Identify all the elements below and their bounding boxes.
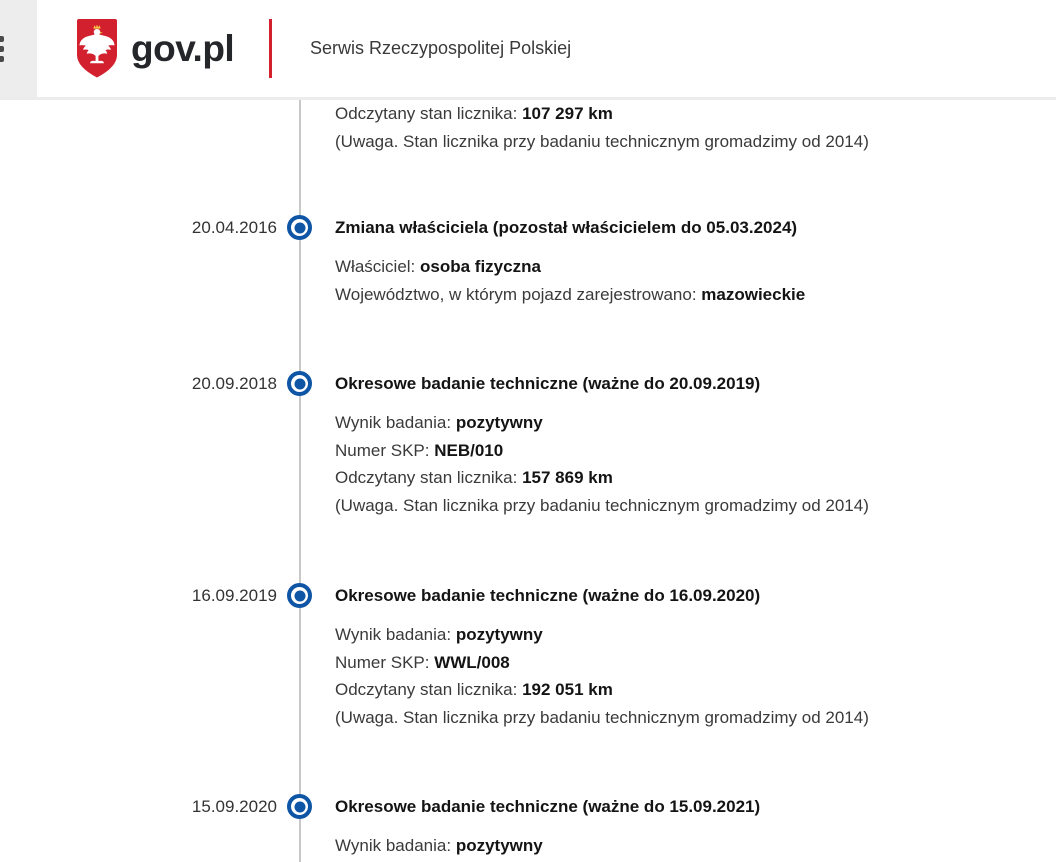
timeline-event [0,793,1056,860]
detail-label: Numer SKP: [335,440,435,460]
event-date: 15.09.2020 [191,797,277,816]
timeline-event [0,214,1056,308]
event-details [335,832,1056,860]
header-red-divider [269,19,272,78]
timeline-dot-icon [287,215,312,240]
detail-label: Odczytany stan licznika: [335,104,523,123]
detail-label: Odczytany stan licznika: [335,680,523,699]
event-title: Okresowe badanie techniczne (ważne do 16.09.2020) [335,586,761,605]
timeline-event [0,370,1056,519]
detail-label: Wynik badania: [335,836,456,855]
detail-value: WWL/008 [434,652,510,672]
detail-label: Województwo, w którym pojazd zarejestrowano: [335,284,702,304]
menu-dashes-icon[interactable] [0,36,10,66]
site-subtitle: Serwis Rzeczypospolitej Polskiej [310,38,572,58]
detail-value: pozytywny [455,836,543,855]
event-detail [335,409,1056,437]
event-date: 16.09.2019 [191,586,277,605]
detail-label: Odczytany stan licznika: [335,468,523,487]
detail-value: 157 869 km [522,468,613,487]
event-detail [335,649,1056,677]
timeline-dot-icon [287,371,312,396]
event-title: Okresowe badanie techniczne (ważne do 15.09.2021) [335,797,761,816]
govpl-home-link[interactable] [77,0,234,97]
event-date: 20.04.2016 [191,218,277,237]
timeline-dot-icon [287,583,312,608]
event-detail [335,437,1056,465]
event-detail [335,676,1056,704]
event-title: Okresowe badanie techniczne (ważne do 20.09.2019) [335,374,761,393]
event-date: 20.09.2018 [191,374,277,393]
detail-value: mazowieckie [701,284,806,304]
brand-wordmark: gov.pl [131,28,235,69]
detail-value: 107 297 km [522,104,613,123]
event-details [335,409,1056,519]
event-detail [335,832,1056,860]
event-detail [335,281,1056,309]
event-detail [335,253,1056,281]
timeline-dot-icon [287,794,312,819]
event-detail [335,621,1056,649]
detail-label: Wynik badania: [335,625,456,644]
timeline-event-partial [335,100,1056,155]
detail-value: 192 051 km [522,680,613,699]
detail-value: NEB/010 [434,440,504,460]
detail-value: pozytywny [455,625,543,644]
detail-value: osoba fizyczna [420,257,541,276]
event-detail [335,100,1056,128]
detail-label: Numer SKP: [335,652,435,672]
event-detail [335,464,1056,492]
event-note: (Uwaga. Stan licznika przy badaniu technicznym gromadzimy od 2014) [335,495,869,515]
event-details [335,253,1056,308]
detail-label: Wynik badania: [335,413,456,432]
timeline-event [0,582,1056,731]
site-header [0,0,1056,100]
event-title: Zmiana właściciela (pozostał właścicielem do 05.03.2024) [335,218,798,237]
detail-label: Właściciel: [335,257,421,276]
event-note: (Uwaga. Stan licznika przy badaniu technicznym gromadzimy od 2014) [335,707,869,727]
poland-eagle-emblem-icon [77,19,117,78]
vehicle-history-timeline [0,100,1056,862]
event-details [335,621,1056,731]
detail-value: pozytywny [455,413,543,432]
event-note: (Uwaga. Stan licznika przy badaniu technicznym gromadzimy od 2014) [335,131,869,151]
